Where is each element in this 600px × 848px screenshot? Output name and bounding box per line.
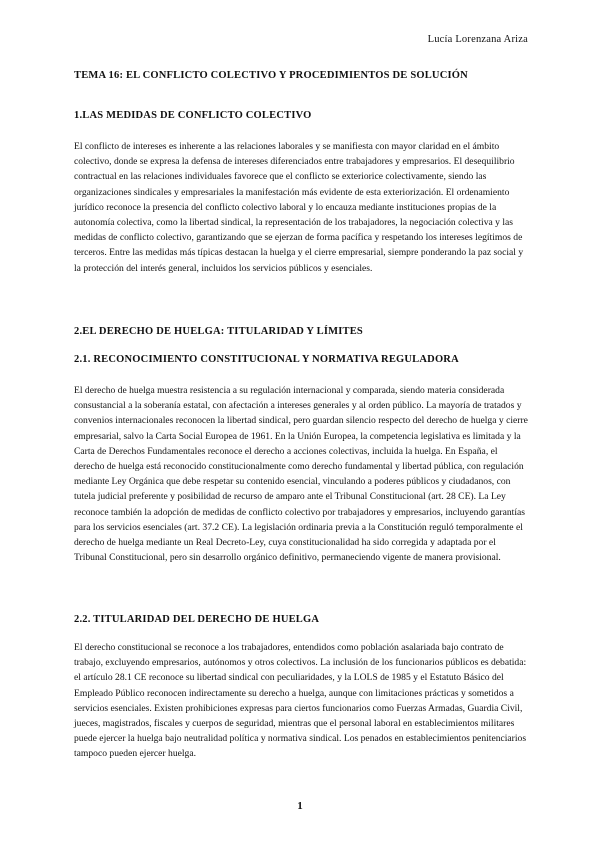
section-2-2-heading: 2.2. TITULARIDAD DEL DERECHO DE HUELGA (74, 614, 320, 625)
section-2-2-paragraph: El derecho constitucional se reconoce a los trabajadores, entendidos como población asalariada bajo contrato de trabajo, excluyendo empresarios, autónomos y otros colectivos. La inclusión de los funcionarios públicos es debatida: el artículo 28.1 CE reconoce su libertad sindical con peculiaridades, y la LOLS de 1985 y el Estatuto Básico del Empleado Público reconocen indirectamente su derecho a huelga, aunque con limitaciones prácticas y sometidos a servicios esenciales. Existen prohibiciones expresas para ciertos funcionarios como Fuerzas Armadas, Guardia Civil, jueces, magistrados, fiscales y cuerpos de seguridad, mientras que el personal laboral en establecimientos militares puede ejercer la huelga bajo neutralidad política y normativa sindical. Los penados en establecimientos penitenciarios tampoco pueden ejercer huelga. (74, 642, 527, 760)
document-title: TEMA 16: EL CONFLICTO COLECTIVO Y PROCEDIMIENTOS DE SOLUCIÓN (74, 70, 468, 81)
section-2-1-heading: 2.1. RECONOCIMIENTO CONSTITUCIONAL Y NORMATIVA REGULADORA (74, 354, 459, 365)
page-number: 1 (297, 800, 303, 812)
section-1-heading: 1.LAS MEDIDAS DE CONFLICTO COLECTIVO (74, 110, 312, 121)
section-2-heading: 2.EL DERECHO DE HUELGA: TITULARIDAD Y LÍMITES (74, 326, 363, 337)
section-1-paragraph: El conflicto de intereses es inherente a las relaciones laborales y se manifiesta con mayor claridad en el ámbito colectivo, donde se expresa la defensa de intereses diferenciados entre trabajadores y empresarios. El desequilibrio contractual en las relaciones individuales favorece que el conflicto se exteriorice colectivamente, siendo las organizaciones sindicales y empresariales la manifestación más evidente de esta exteriorización. El ordenamiento jurídico reconoce la presencia del conflicto colectivo laboral y lo encauza mediante instituciones propias de la autonomía colectiva, como la libertad sindical, la representación de los trabajadores, la negociación colectiva y las medidas de conflicto colectivo, garantizando que se ejerzan de forma pacífica y respetando los intereses legítimos de terceros. Entre las medidas más típicas destacan la huelga y el cierre empresarial, siempre ponderando la paz social y la protección del interés general, incluidos los servicios públicos y esenciales. (74, 141, 524, 274)
section-2-1-paragraph: El derecho de huelga muestra resistencia a su regulación internacional y comparada, siendo materia considerada consustancial a la soberanía estatal, con afectación a intereses generales y al orden público. La mayoría de tratados y convenios internacionales reconocen la libertad sindical, pero guardan silencio respecto del derecho de huelga y cierre empresarial, salvo la Carta Social Europea de 1961. En la Unión Europea, la competencia legislativa es limitada y la Carta de Derechos Fundamentales reconoce el derecho a acciones colectivas, incluida la huelga. En España, el derecho de huelga está reconocido constitucionalmente como derecho fundamental y libertad pública, con regulación mediante Ley Orgánica que debe respetar su contenido esencial, vinculando a poderes públicos y ciudadanos, con tutela judicial preferente y posibilidad de recurso de amparo ante el Tribunal Constitucional (art. 28 CE). La Ley reconoce también la adopción de medidas de conflicto colectivo por trabajadores y empresarios, incluyendo garantías para los servicios esenciales (art. 37.2 CE). La legislación ordinaria previa a la Constitución reguló temporalmente el derecho de huelga mediante un Real Decreto-Ley, cuya constitucionalidad ha sido corregida y adaptada por el Tribunal Constitucional, pero sin desarrollo orgánico definitivo, permaneciendo vigente de manera provisional. (74, 385, 528, 564)
author-name: Lucía Lorenzana Ariza (427, 34, 528, 45)
